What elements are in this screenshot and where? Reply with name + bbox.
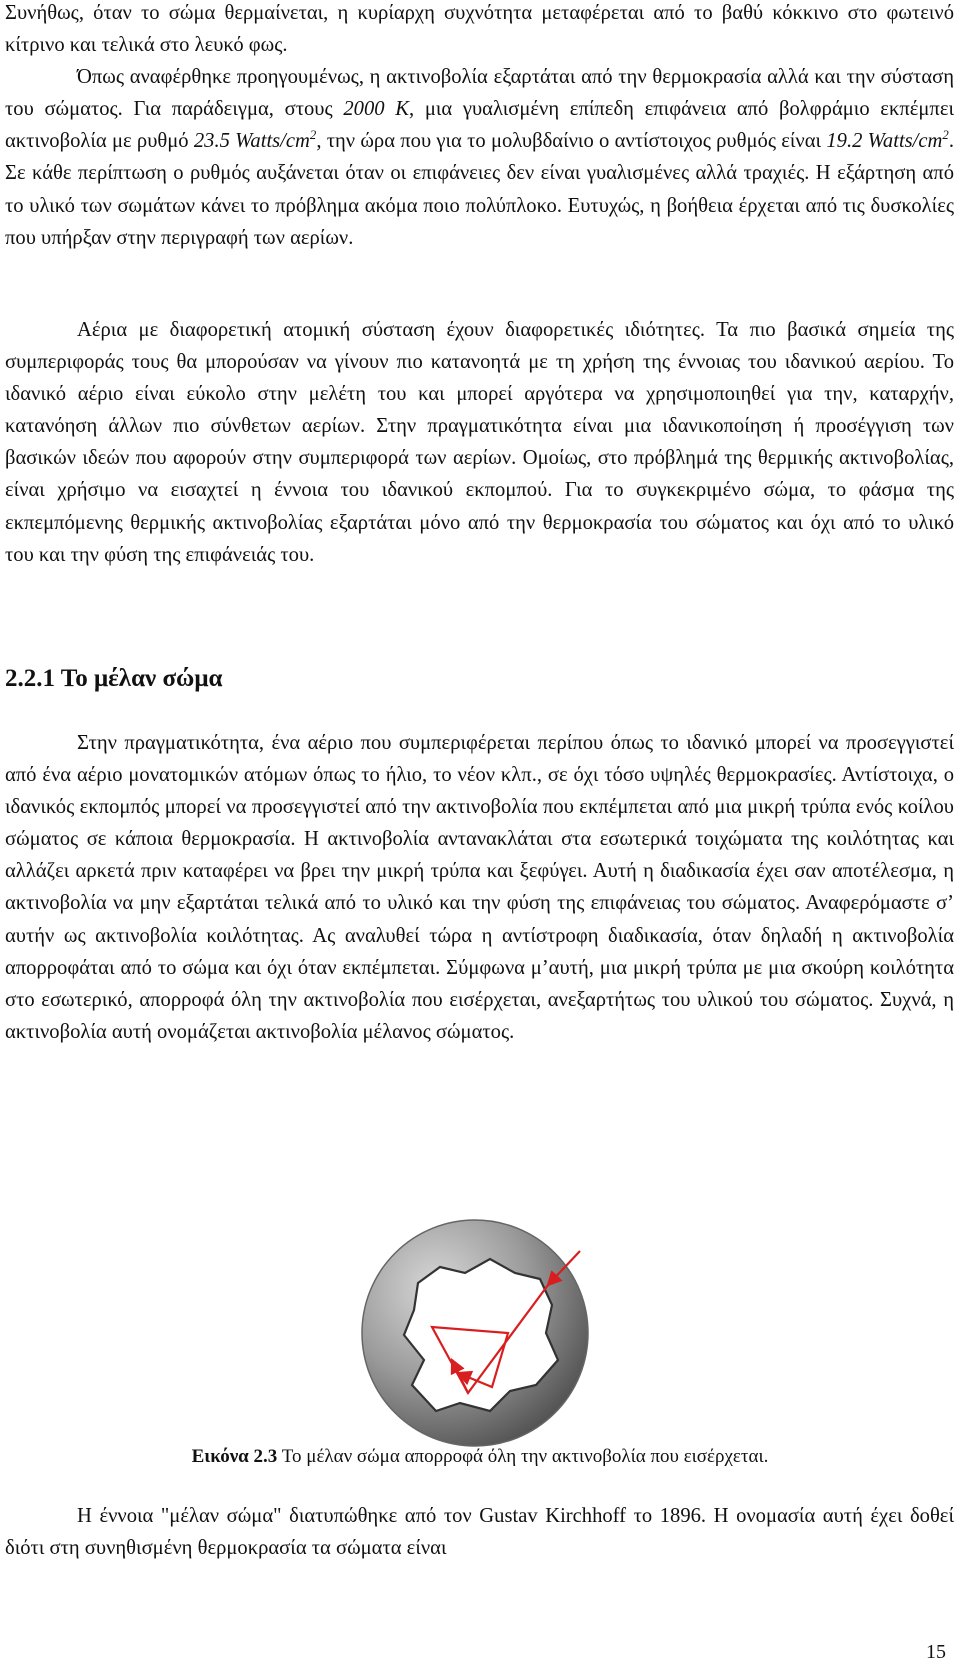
section-heading: 2.2.1 Το μέλαν σώμα: [5, 665, 223, 692]
temperature-value: 2000 K: [343, 98, 409, 121]
intro-block: [5, 0, 954, 254]
page-number: 15: [926, 1641, 946, 1663]
paragraph-intro-3: Αέρια με διαφορετική ατομική σύσταση έχουν διαφορετικές ιδιότητες. Τα πιο βασικά σημεία της συμπεριφοράς τους θα μπορούσαν να γίνουν πιο κατανοητά με τη χρήση της έννοιας του ιδανικού αερίου. Το ιδανικό αέριο είναι εύκολο στην μελέτη του και μπορεί αργότερα να χρησιμοποιηθεί για την, καταρχήν, κατανόηση άλλων πιο σύνθετων αερίων. Στην πραγματικότητα είναι μια ιδανικοποίηση ή προσέγγιση των βασικών ιδεών που αφορούν στην συμπεριφορά των αερίων. Ομοίως, στο πρόβλημά της θερμικής ακτινοβολίας, είναι χρήσιμο να εισαχτεί η έννοια του ιδανικού εκπομπού. Για το συγκεκριμένο σώμα, το φάσμα της εκπεμπόμενης θερμικής ακτινοβολίας εξαρτάται μόνο από την θερμοκρασία του σώματος και όχι από το υλικό του και την φύση της επιφάνειάς του.: [5, 319, 954, 566]
figure-number: Εικόνα 2.3: [191, 1446, 278, 1467]
tungsten-rate: 23.5 Watts/$cm^2$: [193, 128, 317, 153]
figure-caption-text: Το μέλαν σώμα απορροφά όλη την ακτινοβολία που εισέρχεται.: [277, 1446, 769, 1467]
paragraph-intro-2: Όπως αναφέρθηκε προηγουμένως, η ακτινοβολία εξαρτάται από την θερμοκρασία αλλά και την σύσταση του σώματος. Για παράδειγμα, στους 2000 K, μια γυαλισμένη επίπεδη επιφάνεια από βολφράμιο εκπέμπει ακτινοβολία με ρυθμό 23.5 Watts/$cm^2$, την ώρα που για το μολυβδαίνιο ο αντίστοιχος ρυθμός είναι 19.2 Watts/$cm^2$. Σε κάθε περίπτωση ο ρυθμός αυξάνεται όταν οι επιφάνειες δεν είναι γυαλισμένες αλλά τραχιές. Η εξάρτηση από το υλικό των σωμάτων κάνει το πρόβλημα ακόμα ποιο πολύπλοκο. Ευτυχώς, η βοήθεια έρχεται από τις δυσκολίες που υπήρξαν στην περιγραφή των αερίων.: [5, 66, 955, 249]
paragraph-intro-1: Συνήθως, όταν το σώμα θερμαίνεται, η κυρίαρχη συχνότητα μεταφέρεται από το βαθύ κόκκινο στο φωτεινό κίτρινο και τελικά στο λευκό φως.: [5, 2, 954, 57]
paragraph-blackbody: Στην πραγματικότητα, ένα αέριο που συμπεριφέρεται περίπου όπως το ιδανικό μπορεί να προσεγγιστεί από ένα αέριο μονατομικών ατόμων όπως το ήλιο, το νέον κλπ., σε όχι τόσο υψηλές θερμοκρασίες. Αντίστοιχα, ο ιδανικός εκπομπός μπορεί να προσεγγιστεί από την ακτινοβολία που εκπέμπεται από μια μικρή τρύπα ενός κοίλου σώματος σε κάποια θερμοκρασία. Η ακτινοβολία αντανακλάται στα εσωτερικά τοιχώματα της κοιλότητας και αλλάζει αρκετά πριν καταφέρει να βρει την μικρή τρύπα και ξεφύγει. Αυτή η διαδικασία έχει σαν αποτέλεσμα, η ακτινοβολία να μην εξαρτάται τελικά από το υλικό και την φύση της επιφάνειας του σώματος. Αναφερόμαστε σ’ αυτήν ως ακτινοβολία κοιλότητας. Ας αναλυθεί τώρα η αντίστροφη διαδικασία, όταν δηλαδή η ακτινοβολία απορροφάται από το σώμα και όχι όταν εκπέμπεται. Σύμφωνα μ’αυτή, μια μικρή τρύπα με μια σκούρη κοιλότητα στο εσωτερικό, απορροφά όλη την ακτινοβολία που εισέρχεται, ανεξαρτήτως του υλικού του σώματος. Συχνά, η ακτινοβολία αυτή ονομάζεται ακτινοβολία μέλανος σώματος.: [5, 732, 954, 1043]
blackbody-illustration: [340, 1215, 610, 1455]
blackbody-figure: [340, 1215, 610, 1455]
paragraph-closing: Η έννοια "μέλαν σώμα" διατυπώθηκε από τον Gustav Kirchhoff το 1896. Η ονομασία αυτή έχει δοθεί διότι στη συνηθισμένη θερμοκρασία τα σώματα είναι: [5, 1505, 954, 1560]
figure-caption: [0, 1443, 960, 1471]
molybdenum-rate: 19.2 Watts/$cm^2$: [826, 128, 949, 153]
